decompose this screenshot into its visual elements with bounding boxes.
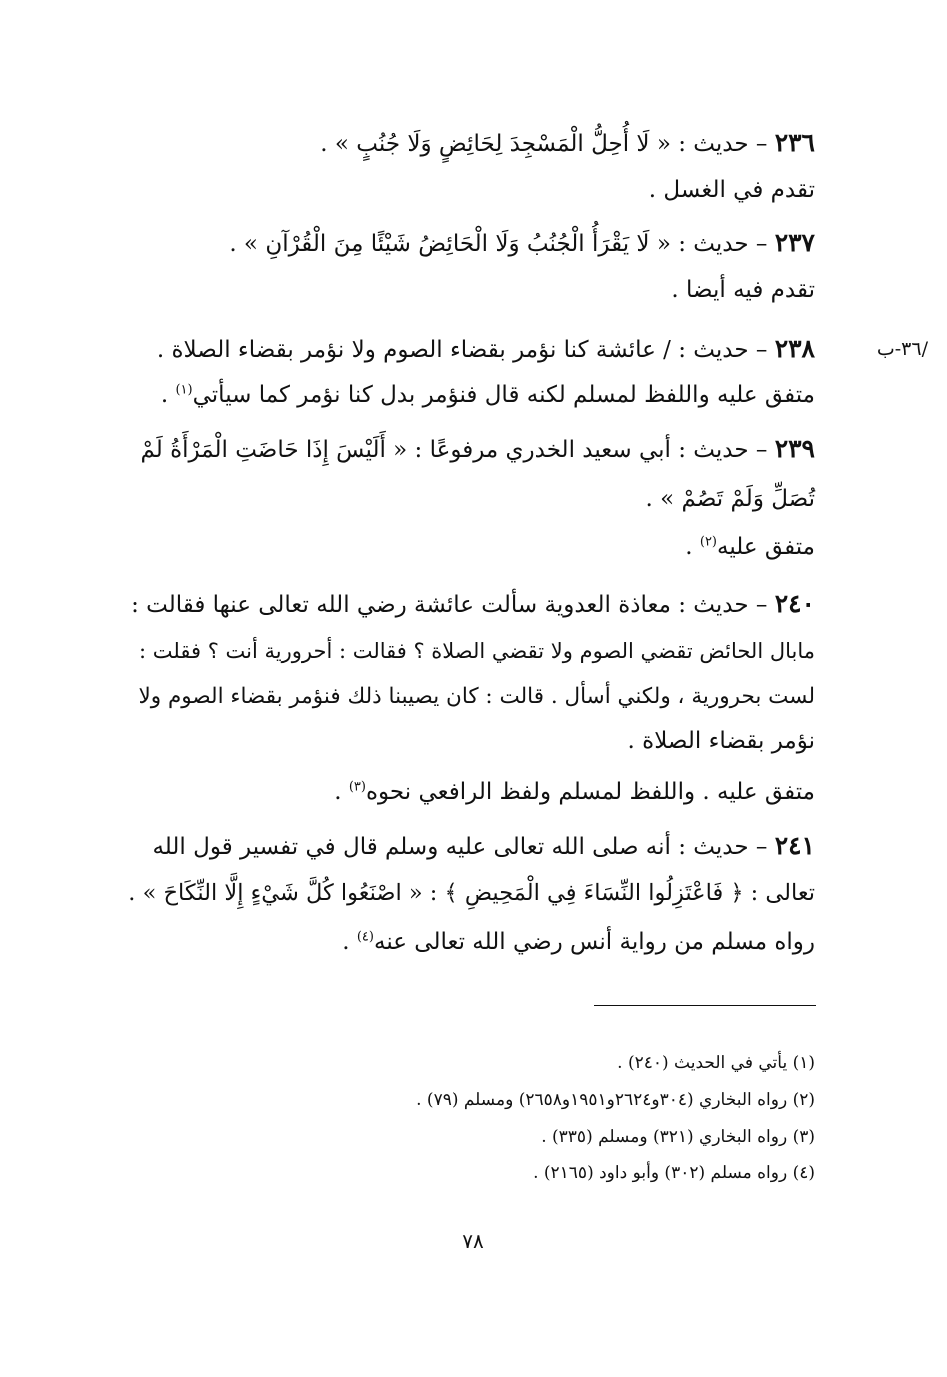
- hadith-236-line-1: [125, 126, 815, 161]
- footnote-2: (٢) رواه البخاري (٣٠٤و٢٦٢٤و١٩٥١و٢٦٥٨) ومسلم (٧٩) .: [416, 1090, 815, 1110]
- hadith-note: تقدم في الغسل .: [648, 177, 815, 203]
- hadith-note: متفق عليه: [717, 534, 815, 560]
- hadith-text: نؤمر بقضاء الصلاة .: [627, 728, 815, 754]
- hadith-text: تعالى : ﴿ فَاعْتَزِلُوا النِّسَاءَ فِي الْمَحِيضِ ﴾ : « اصْنَعُوا كُلَّ شَيْءٍ إِلَّا النِّكَاحَ » .: [128, 880, 815, 906]
- hadith-236-note: [125, 173, 815, 207]
- hadith-text: – حديث : / عائشة كنا نؤمر بقضاء الصوم ولا نؤمر بقضاء الصلاة .: [156, 337, 768, 363]
- margin-folio-note: /٣٦-ب: [876, 338, 928, 360]
- hadith-text: – حديث : أنه صلى الله تعالى عليه وسلم قال في تفسير قول الله: [152, 834, 768, 860]
- hadith-238-line-1: [125, 332, 815, 367]
- page-number: ٧٨: [462, 1229, 484, 1253]
- hadith-241-line-2: [125, 876, 815, 910]
- footnote-separator: [594, 1005, 816, 1006]
- hadith-237-line-1: [125, 226, 815, 261]
- hadith-240-note: متفق عليه . واللفظ لمسلم ولفظ الرافعي نحوه$^{(٣)}$ .: [334, 779, 815, 805]
- hadith-text: – حديث : « لَا أُحِلُّ الْمَسْجِدَ لِحَائِضٍ وَلَا جُنُبٍ » .: [320, 131, 768, 157]
- hadith-text: – حديث : معاذة العدوية سألت عائشة رضي الله تعالى عنها فقالت :: [131, 592, 768, 618]
- hadith-note: متفق عليه . واللفظ لمسلم ولفظ الرافعي نحوه: [365, 779, 815, 805]
- hadith-241-note: رواه مسلم من رواية أنس رضي الله تعالى عنه$^{(٤)}$ .: [342, 929, 815, 955]
- hadith-241-line-1: [125, 829, 815, 864]
- footnote-ref: (١): [175, 382, 193, 398]
- hadith-238-note: متفق عليه واللفظ لمسلم لكنه قال فنؤمر بدل كنا نؤمر كما سيأتي$^{(١)}$ .: [160, 382, 815, 408]
- hadith-240-line-1: [125, 587, 815, 622]
- hadith-240-line-3: [125, 680, 815, 714]
- hadith-number: ٢٣٩: [774, 434, 815, 463]
- hadith-239-line-1: [125, 432, 815, 467]
- hadith-237-note: [125, 273, 815, 307]
- hadith-text: تُصَلِّ وَلَمْ تَصُمْ » .: [645, 486, 815, 512]
- hadith-text: مابال الحائض تقضي الصوم ولا تقضي الصلاة ؟ فقالت : أحرورية أنت ؟ فقلت :: [139, 639, 815, 663]
- footnote-ref: (٢): [699, 534, 717, 550]
- hadith-number: ٢٣٨: [774, 334, 815, 363]
- hadith-text: – حديث : أبي سعيد الخدري مرفوعًا : « أَلَيْسَ إِذَا حَاضَتِ الْمَرْأَةُ لَمْ: [140, 437, 768, 463]
- footnote-ref: (٣): [348, 779, 366, 795]
- hadith-text: لست بحرورية ، ولكني أسأل . قالت : كان يصيبنا ذلك فنؤمر بقضاء الصوم ولا: [138, 684, 815, 709]
- hadith-note: متفق عليه واللفظ لمسلم لكنه قال فنؤمر بدل كنا نؤمر كما سيأتي: [192, 382, 815, 408]
- hadith-number: ٢٣٧: [774, 228, 815, 257]
- hadith-note: رواه مسلم من رواية أنس رضي الله تعالى عنه: [373, 929, 815, 955]
- footnote-ref: (٤): [356, 929, 374, 945]
- hadith-239-line-2: [125, 482, 815, 516]
- hadith-239-note: متفق عليه$^{(٢)}$ .: [685, 534, 815, 560]
- hadith-note: تقدم فيه أيضا .: [671, 277, 815, 303]
- hadith-240-line-4: [125, 724, 815, 758]
- footnote-3: (٣) رواه البخاري (٣٢١) ومسلم (٣٣٥) .: [541, 1127, 815, 1147]
- footnote-4: (٤) رواه مسلم (٣٠٢) وأبو داود (٢١٦٥) .: [533, 1163, 815, 1183]
- hadith-number: ٢٤٠: [774, 589, 815, 618]
- hadith-number: ٢٣٦: [774, 128, 815, 157]
- hadith-number: ٢٤١: [774, 831, 815, 860]
- footnote-1: (١) يأتي في الحديث (٢٤٠) .: [617, 1053, 815, 1073]
- hadith-text: – حديث : « لَا يَقْرَأُ الْجُنُبُ وَلَا الْحَائِضُ شَيْئًا مِنَ الْقُرْآنِ » .: [229, 231, 768, 257]
- hadith-240-line-2: [125, 634, 815, 668]
